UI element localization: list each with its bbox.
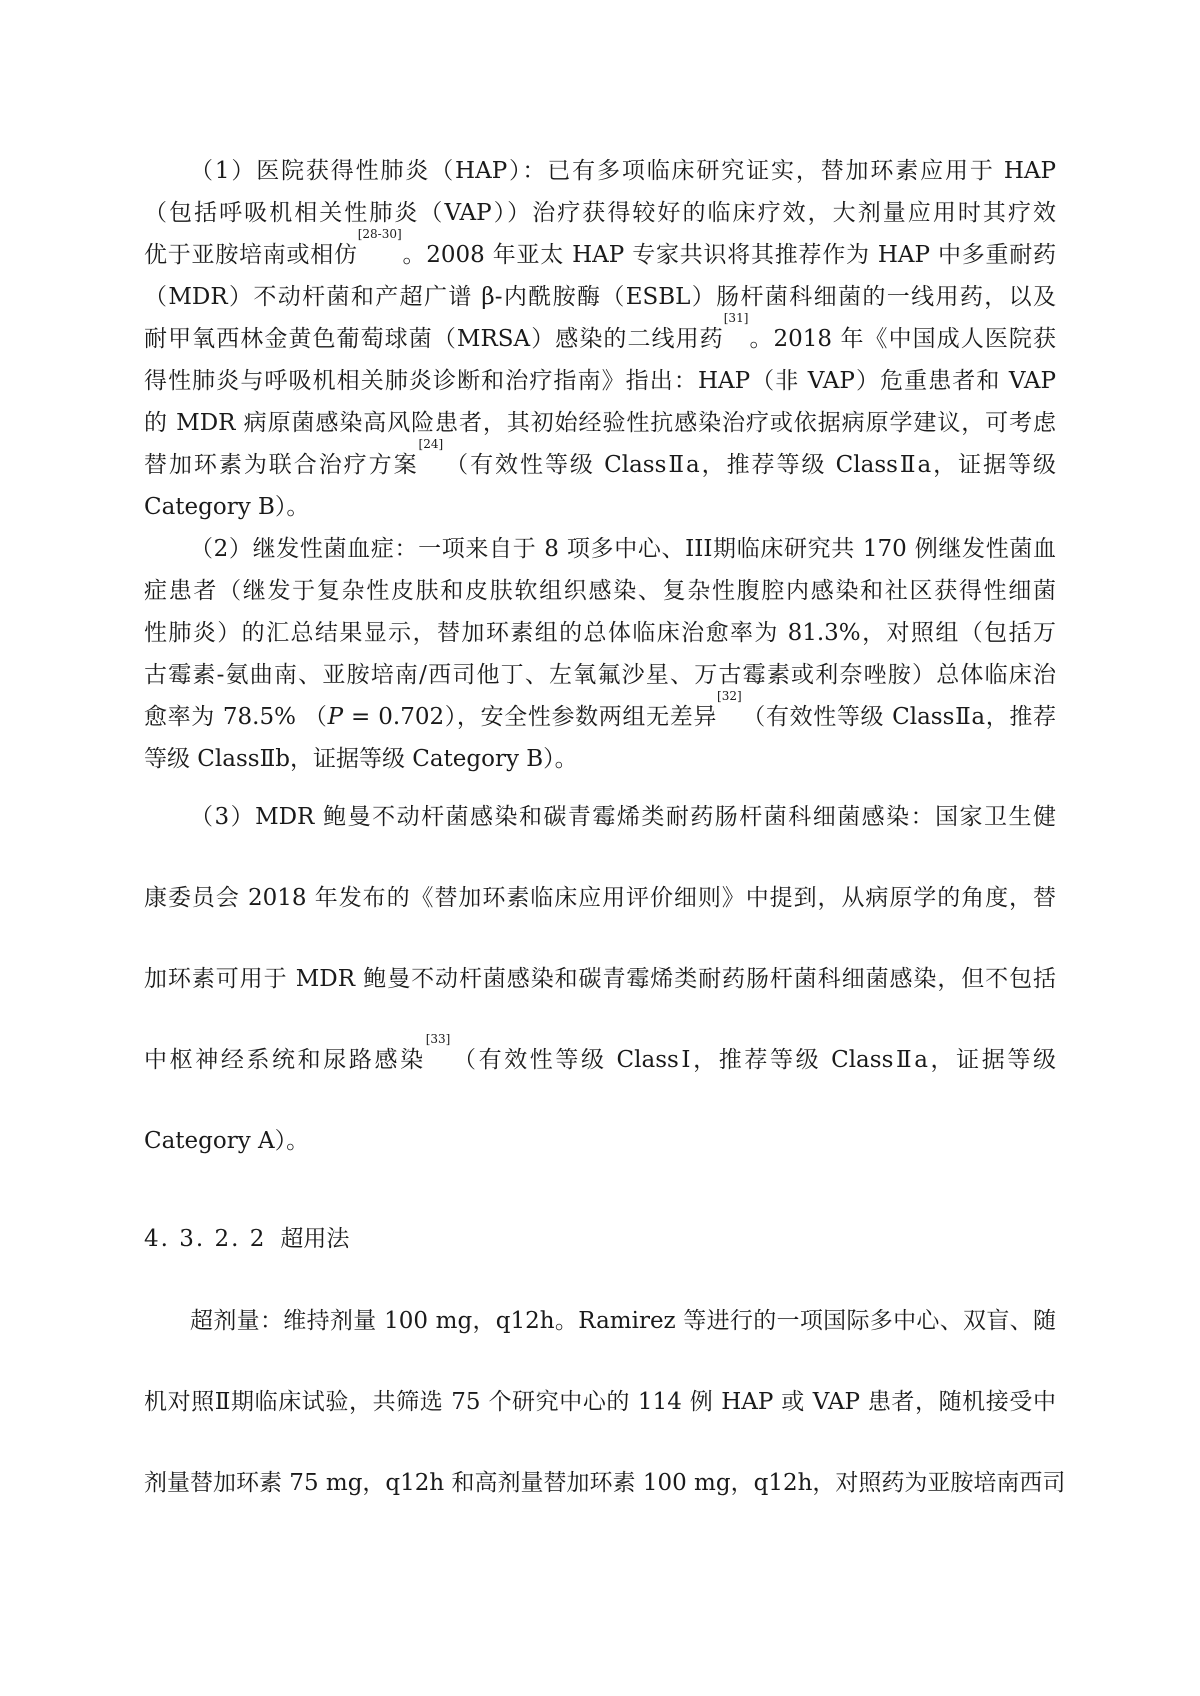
text-segment: = 0.702），安全性参数两组无差异: [343, 704, 718, 730]
text-segment: 中枢神经系统和尿路感染: [144, 1047, 426, 1073]
text-segment: 。2008 年亚太 HAP 专家共识将其推荐作为 HAP 中多重耐药: [401, 242, 1057, 268]
text-line: 性肺炎）的汇总结果显示，替加环素组的总体临床治愈率为 81.3%，对照组（包括万: [144, 620, 1056, 646]
paragraph-hap: [144, 150, 1056, 528]
section-heading: [144, 1218, 1056, 1260]
text-segment: （有效性等级 ClassⅡa，推荐: [741, 704, 1056, 730]
text-segment: （有效性等级 ClassⅠ，推荐等级 ClassⅡa，证据等级: [450, 1047, 1056, 1073]
text-line: 症患者（继发于复杂性皮肤和皮肤软组织感染、复杂性腹腔内感染和社区获得性细菌: [144, 578, 1056, 604]
citation-ref: [28-30]: [357, 227, 402, 241]
p-value-symbol: P: [327, 704, 344, 730]
text-segment: 替加环素为联合治疗方案: [144, 452, 419, 478]
text-line: [144, 689, 1056, 738]
text-segment: 愈率为 78.5% （: [144, 704, 328, 730]
text-line: [144, 227, 1057, 276]
citation-ref: [32]: [717, 689, 742, 703]
text-line: 得性肺炎与呼吸机相关肺炎诊断和治疗指南》指出：HAP（非 VAP）危重患者和 VAP: [144, 368, 1056, 394]
section-title: 超用法: [280, 1226, 350, 1252]
text-line: Category B）。: [144, 494, 310, 520]
text-line: [144, 437, 1057, 486]
section-number: 4. 3. 2. 2: [144, 1226, 267, 1252]
text-line: Category A）。: [144, 1128, 310, 1154]
text-line: （MDR）不动杆菌和产超广谱 β-内酰胺酶（ESBL）肠杆菌科细菌的一线用药，以及: [144, 284, 1056, 310]
text-line: （1）医院获得性肺炎（HAP）：已有多项临床研究证实，替加环素应用于 HAP: [190, 158, 1056, 184]
text-line: [144, 1032, 1056, 1120]
text-line: [144, 311, 1056, 360]
text-line: 等级 ClassⅡb，证据等级 Category B）。: [144, 746, 578, 772]
text-line: 机对照Ⅱ期临床试验，共筛选 75 个研究中心的 114 例 HAP 或 VAP 患者，随机接受中: [144, 1389, 1056, 1415]
text-line: 康委员会 2018 年发布的《替加环素临床应用评价细则》中提到，从病原学的角度，替: [144, 885, 1056, 911]
text-line: 古霉素-氨曲南、亚胺培南/西司他丁、左氧氟沙星、万古霉素或利奈唑胺）总体临床治: [144, 662, 1056, 688]
text-line: （2）继发性菌血症：一项来自于 8 项多中心、III期临床研究共 170 例继发性菌血: [190, 536, 1056, 562]
paragraph-overdose: [144, 1300, 1066, 1543]
text-line: （包括呼吸机相关性肺炎（VAP））治疗获得较好的临床疗效，大剂量应用时其疗效: [144, 200, 1056, 226]
citation-ref: [24]: [418, 437, 444, 451]
text-line: 的 MDR 病原菌感染高风险患者，其初始经验性抗感染治疗或依据病原学建议，可考虑: [144, 410, 1056, 436]
text-line: 加环素可用于 MDR 鲍曼不动杆菌感染和碳青霉烯类耐药肠杆菌科细菌感染，但不包括: [144, 966, 1056, 992]
text-line: 剂量替加环素 75 mg，q12h 和高剂量替加环素 100 mg，q12h，对照药为亚胺培南西司: [144, 1470, 1066, 1496]
text-line: 超剂量：维持剂量 100 mg，q12h。Ramirez 等进行的一项国际多中心、双盲、随: [190, 1308, 1056, 1334]
text-line: （3）MDR 鲍曼不动杆菌感染和碳青霉烯类耐药肠杆菌科细菌感染：国家卫生健: [190, 804, 1056, 830]
citation-ref: [31]: [723, 311, 749, 325]
text-segment: 。2018 年《中国成人医院获: [748, 326, 1056, 352]
text-segment: （有效性等级 ClassⅡa，推荐等级 ClassⅡa，证据等级: [443, 452, 1057, 478]
text-segment: 优于亚胺培南或相仿: [144, 242, 358, 268]
text-segment: 耐甲氧西林金黄色葡萄球菌（MRSA）感染的二线用药: [144, 326, 724, 352]
paragraph-bacteremia: [144, 528, 1056, 780]
paragraph-mdr: [144, 796, 1056, 1162]
citation-ref: [33]: [425, 1032, 451, 1046]
